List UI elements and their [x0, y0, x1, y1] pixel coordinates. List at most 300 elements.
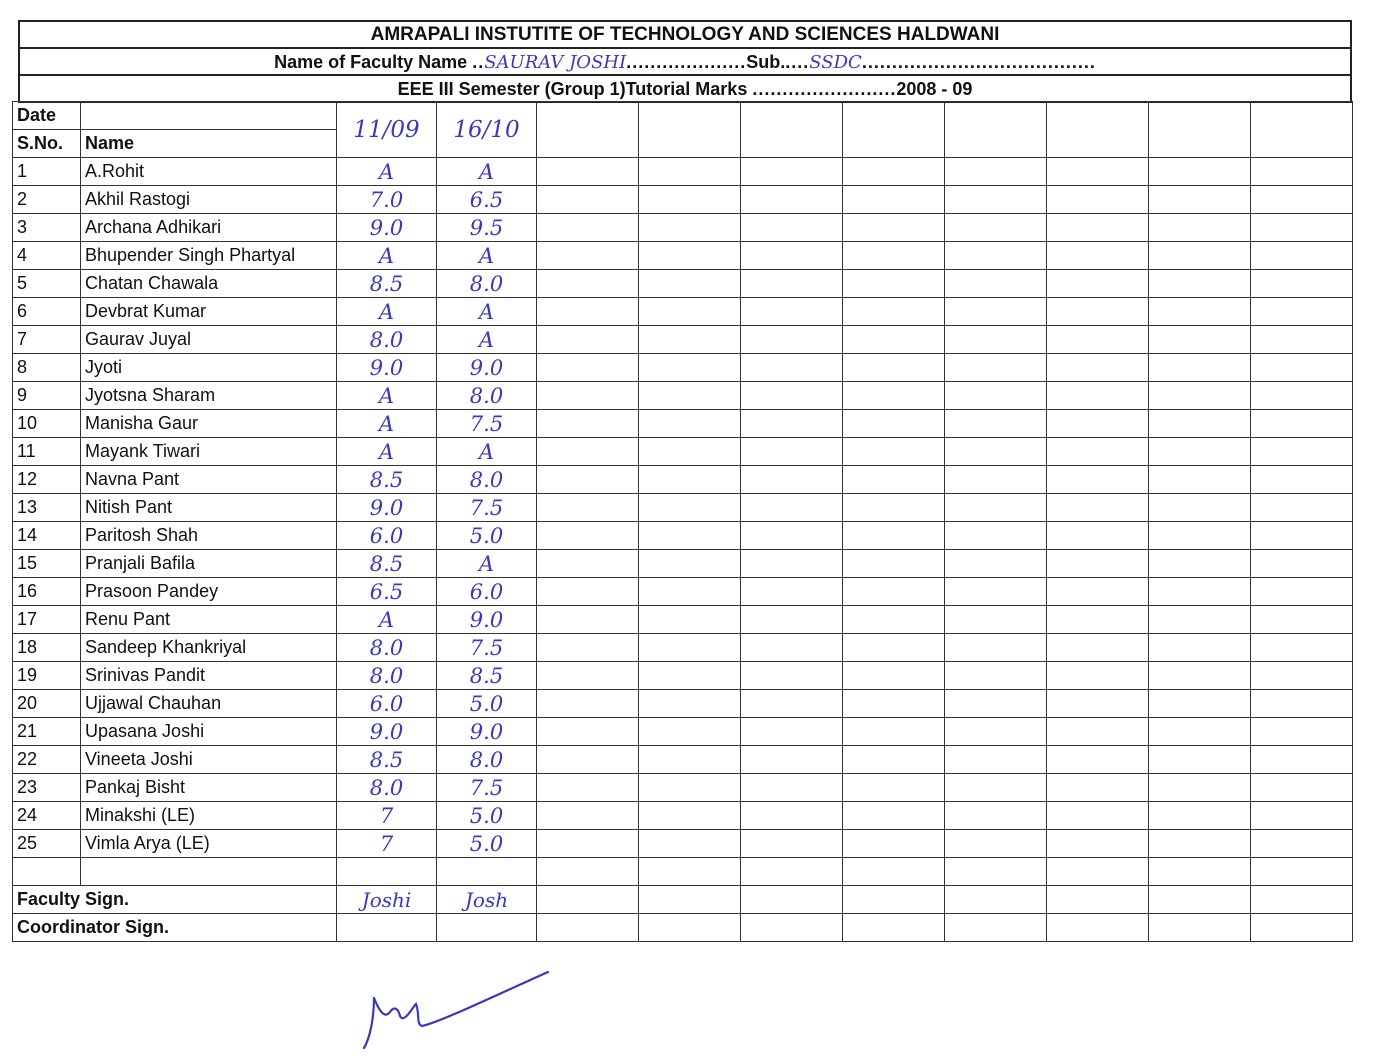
mark-tutorial-2: 6.0 [469, 579, 504, 604]
serial-number: 21 [17, 721, 38, 741]
empty-mark-cell [1149, 494, 1251, 522]
empty-mark-cell [639, 354, 741, 382]
empty-mark-cell [1149, 550, 1251, 578]
empty-mark-cell [741, 382, 843, 410]
empty-mark-cell [1149, 578, 1251, 606]
empty-mark-cell [741, 494, 843, 522]
empty-mark-cell [741, 438, 843, 466]
serial-number: 16 [17, 581, 38, 601]
serial-number: 3 [17, 217, 28, 237]
student-name: Navna Pant [85, 469, 180, 489]
empty-mark-cell [741, 354, 843, 382]
serial-number: 24 [17, 805, 38, 825]
table-row [13, 774, 1353, 802]
empty-mark-cell [1251, 802, 1353, 830]
empty-mark-cell [1251, 606, 1353, 634]
empty-mark-cell [945, 298, 1047, 326]
empty-mark-cell [1149, 410, 1251, 438]
empty-mark-cell [1047, 326, 1149, 354]
mark-tutorial-1: A [378, 607, 395, 632]
empty-mark-cell [945, 634, 1047, 662]
empty-mark-cell [741, 690, 843, 718]
student-name: Vimla Arya (LE) [85, 833, 210, 853]
faculty-signature: Joshi [361, 887, 412, 912]
mark-tutorial-1: A [378, 299, 395, 324]
mark-tutorial-2: 7.5 [469, 775, 504, 800]
empty-mark-cell [537, 662, 639, 690]
student-name: Renu Pant [85, 609, 171, 629]
empty-mark-cell [1251, 158, 1353, 186]
empty-mark-cell [843, 466, 945, 494]
mark-tutorial-1: 6.0 [369, 523, 404, 548]
faculty-signature: Josh [464, 887, 509, 912]
mark-tutorial-2: 8.0 [469, 747, 504, 772]
empty-mark-cell [1251, 466, 1353, 494]
empty-mark-cell [1047, 662, 1149, 690]
empty-mark-cell [945, 326, 1047, 354]
empty-mark-cell [639, 158, 741, 186]
empty-mark-cell [945, 186, 1047, 214]
table-row [13, 382, 1353, 410]
table-row [13, 802, 1353, 830]
student-name: A.Rohit [85, 161, 145, 181]
serial-number: 7 [17, 329, 28, 349]
mark-tutorial-1: 8.0 [369, 663, 404, 688]
empty-mark-cell [945, 830, 1047, 858]
empty-mark-cell [537, 830, 639, 858]
empty-mark-cell [639, 718, 741, 746]
empty-mark-cell [1251, 550, 1353, 578]
empty-mark-cell [1047, 214, 1149, 242]
empty-mark-cell [1149, 662, 1251, 690]
empty-mark-cell [1149, 634, 1251, 662]
empty-mark-cell [945, 466, 1047, 494]
empty-mark-cell [1149, 746, 1251, 774]
empty-mark-cell [741, 802, 843, 830]
empty-mark-cell [741, 830, 843, 858]
empty-mark-cell [1251, 214, 1353, 242]
empty-mark-cell [1251, 494, 1353, 522]
empty-mark-cell [843, 214, 945, 242]
empty-mark-cell [1251, 746, 1353, 774]
mark-tutorial-1: A [378, 439, 395, 464]
empty-mark-cell [843, 410, 945, 438]
empty-mark-cell [537, 270, 639, 298]
student-name: Mayank Tiwari [85, 441, 201, 461]
empty-mark-cell [741, 718, 843, 746]
empty-mark-cell [741, 550, 843, 578]
empty-mark-cell [639, 186, 741, 214]
empty-mark-cell [639, 214, 741, 242]
mark-tutorial-1: 9.0 [369, 719, 404, 744]
empty-mark-cell [1047, 774, 1149, 802]
table-row [13, 494, 1353, 522]
mark-tutorial-1: 8.0 [369, 635, 404, 660]
serial-number: 6 [17, 301, 28, 321]
table-row [13, 298, 1353, 326]
table-row [13, 270, 1353, 298]
mark-tutorial-2: 8.0 [469, 467, 504, 492]
empty-mark-cell [945, 158, 1047, 186]
serial-number: 22 [17, 749, 38, 769]
empty-mark-cell [843, 830, 945, 858]
empty-mark-cell [639, 494, 741, 522]
mark-tutorial-1: 9.0 [369, 355, 404, 380]
empty-mark-cell [537, 158, 639, 186]
empty-mark-cell [843, 186, 945, 214]
empty-mark-cell [1251, 242, 1353, 270]
empty-mark-cell [1047, 382, 1149, 410]
mark-tutorial-2: 7.5 [469, 495, 504, 520]
empty-mark-cell [1047, 718, 1149, 746]
table-row [13, 326, 1353, 354]
empty-mark-cell [741, 410, 843, 438]
serial-number: 14 [17, 525, 38, 545]
session-year: 2008 - 09 [896, 79, 973, 99]
mark-tutorial-2: A [478, 243, 495, 268]
empty-mark-cell [537, 354, 639, 382]
empty-mark-cell [945, 522, 1047, 550]
empty-mark-cell [1251, 774, 1353, 802]
serial-number: 1 [17, 161, 28, 181]
table-row [13, 830, 1353, 858]
empty-mark-cell [1149, 298, 1251, 326]
student-name: Chatan Chawala [85, 273, 219, 293]
empty-mark-cell [1047, 746, 1149, 774]
mark-tutorial-2: 8.0 [469, 271, 504, 296]
empty-mark-cell [639, 662, 741, 690]
empty-mark-cell [1149, 382, 1251, 410]
empty-mark-cell [639, 550, 741, 578]
empty-mark-cell [639, 382, 741, 410]
student-name: Srinivas Pandit [85, 665, 206, 685]
empty-mark-cell [537, 802, 639, 830]
empty-mark-cell [843, 746, 945, 774]
empty-mark-cell [537, 298, 639, 326]
empty-mark-cell [639, 606, 741, 634]
empty-mark-cell [843, 550, 945, 578]
empty-mark-cell [843, 634, 945, 662]
empty-mark-cell [1251, 690, 1353, 718]
table-row [13, 662, 1353, 690]
empty-mark-cell [843, 326, 945, 354]
empty-mark-cell [741, 270, 843, 298]
subject-label: Sub. [746, 52, 786, 72]
serial-number: 5 [17, 273, 28, 293]
empty-mark-cell [1047, 186, 1149, 214]
mark-tutorial-2: A [478, 551, 495, 576]
empty-mark-cell [1149, 774, 1251, 802]
student-name: Jyotsna Sharam [85, 385, 216, 405]
semester-line: EEE III Semester (Group 1)Tutorial Marks ........................2008 - 09 [18, 74, 1352, 103]
empty-mark-cell [1251, 830, 1353, 858]
empty-mark-cell [639, 242, 741, 270]
empty-mark-cell [537, 746, 639, 774]
institute-title: AMRAPALI INSTUTITE OF TECHNOLOGY AND SCIENCES HALDWANI [18, 20, 1352, 49]
empty-mark-cell [639, 298, 741, 326]
empty-mark-cell [537, 410, 639, 438]
empty-mark-cell [537, 186, 639, 214]
tutorial-marks-sheet [12, 20, 1352, 970]
empty-mark-cell [945, 606, 1047, 634]
serial-number: 25 [17, 833, 38, 853]
table-row [13, 186, 1353, 214]
coordinator-sign-row [13, 914, 1353, 942]
empty-mark-cell [843, 718, 945, 746]
empty-mark-cell [1149, 522, 1251, 550]
empty-mark-cell [1047, 466, 1149, 494]
empty-mark-cell [741, 634, 843, 662]
mark-tutorial-1: 8.0 [369, 775, 404, 800]
empty-mark-cell [537, 718, 639, 746]
mark-tutorial-2: 9.0 [469, 719, 504, 744]
student-name: Nitish Pant [85, 497, 173, 517]
empty-mark-cell [1047, 606, 1149, 634]
table-row [13, 466, 1353, 494]
empty-mark-cell [537, 326, 639, 354]
empty-mark-cell [639, 774, 741, 802]
mark-tutorial-2: 8.0 [469, 383, 504, 408]
serial-number: 9 [17, 385, 28, 405]
mark-tutorial-1: A [378, 383, 395, 408]
empty-mark-cell [1149, 690, 1251, 718]
empty-mark-cell [1047, 438, 1149, 466]
empty-mark-cell [945, 550, 1047, 578]
empty-mark-cell [741, 774, 843, 802]
empty-mark-cell [639, 438, 741, 466]
empty-mark-cell [1251, 438, 1353, 466]
table-row [13, 718, 1353, 746]
empty-mark-cell [1251, 298, 1353, 326]
mark-tutorial-1: 7 [379, 803, 394, 828]
empty-mark-cell [1149, 158, 1251, 186]
serial-number: 12 [17, 469, 38, 489]
date-row [13, 102, 1353, 130]
empty-mark-cell [843, 382, 945, 410]
empty-mark-cell [741, 578, 843, 606]
empty-mark-cell [537, 438, 639, 466]
empty-mark-cell [741, 242, 843, 270]
empty-mark-cell [945, 746, 1047, 774]
empty-mark-cell [537, 214, 639, 242]
empty-mark-cell [537, 578, 639, 606]
subject-value: SSDC [809, 52, 862, 73]
student-name: Archana Adhikari [85, 217, 222, 237]
mark-tutorial-2: A [478, 159, 495, 184]
table-row [13, 634, 1353, 662]
student-name: Upasana Joshi [85, 721, 205, 741]
empty-mark-cell [1251, 634, 1353, 662]
empty-mark-cell [1251, 522, 1353, 550]
mark-tutorial-2: 9.0 [469, 607, 504, 632]
table-row [13, 158, 1353, 186]
empty-mark-cell [843, 606, 945, 634]
empty-mark-cell [945, 382, 1047, 410]
empty-mark-cell [741, 298, 843, 326]
empty-mark-cell [945, 718, 1047, 746]
empty-mark-cell [843, 438, 945, 466]
table-row [13, 438, 1353, 466]
coordinator-sign-row-label: Coordinator Sign. [13, 914, 337, 942]
empty-mark-cell [843, 522, 945, 550]
mark-tutorial-1: 8.0 [369, 327, 404, 352]
empty-mark-cell [1047, 830, 1149, 858]
serial-number: 10 [17, 413, 38, 433]
empty-mark-cell [639, 802, 741, 830]
empty-mark-cell [1047, 690, 1149, 718]
serial-number: 11 [17, 441, 36, 461]
empty-mark-cell [1251, 270, 1353, 298]
student-name: Bhupender Singh Phartyal [85, 245, 296, 265]
mark-tutorial-1: A [378, 243, 395, 268]
empty-mark-cell [741, 662, 843, 690]
student-name: Minakshi (LE) [85, 805, 196, 825]
empty-mark-cell [945, 494, 1047, 522]
faculty-line: Name of Faculty Name ..SAURAV JOSHI....................Sub.....SSDC....................................... [18, 47, 1352, 76]
mark-tutorial-1: 9.0 [369, 495, 404, 520]
mark-tutorial-1: 7 [379, 831, 394, 856]
empty-mark-cell [537, 606, 639, 634]
empty-mark-cell [1047, 494, 1149, 522]
faculty-sign-row-label: Faculty Sign. [13, 886, 337, 914]
table-row [13, 242, 1353, 270]
empty-mark-cell [1047, 550, 1149, 578]
empty-mark-cell [945, 774, 1047, 802]
student-name: Jyoti [85, 357, 123, 377]
empty-mark-cell [741, 746, 843, 774]
empty-mark-cell [639, 466, 741, 494]
empty-mark-cell [1047, 522, 1149, 550]
empty-mark-cell [639, 270, 741, 298]
table-row [13, 214, 1353, 242]
mark-tutorial-1: 8.5 [369, 467, 404, 492]
empty-mark-cell [1149, 186, 1251, 214]
empty-mark-cell [1047, 410, 1149, 438]
student-name: Vineeta Joshi [85, 749, 193, 769]
mark-tutorial-2: 9.0 [469, 355, 504, 380]
empty-mark-cell [1251, 718, 1353, 746]
empty-mark-cell [945, 354, 1047, 382]
empty-mark-cell [945, 214, 1047, 242]
empty-mark-cell [741, 522, 843, 550]
student-name: Manisha Gaur [85, 413, 199, 433]
empty-mark-cell [1251, 326, 1353, 354]
empty-mark-cell [537, 774, 639, 802]
serial-number: 20 [17, 693, 38, 713]
empty-mark-cell [639, 326, 741, 354]
empty-mark-cell [843, 774, 945, 802]
empty-mark-cell [537, 242, 639, 270]
date-value: 16/10 [453, 116, 520, 143]
student-name: Pankaj Bisht [85, 777, 186, 797]
empty-mark-cell [639, 746, 741, 774]
mark-tutorial-1: A [378, 159, 395, 184]
mark-tutorial-2: 5.0 [469, 803, 504, 828]
empty-mark-cell [1251, 410, 1353, 438]
empty-mark-cell [639, 410, 741, 438]
empty-mark-cell [945, 802, 1047, 830]
empty-mark-cell [741, 158, 843, 186]
marks-table [12, 101, 1353, 942]
empty-mark-cell [843, 690, 945, 718]
empty-mark-cell [1149, 830, 1251, 858]
table-row [13, 522, 1353, 550]
empty-mark-cell [741, 606, 843, 634]
empty-mark-cell [1251, 354, 1353, 382]
empty-mark-cell [537, 550, 639, 578]
mark-tutorial-1: 9.0 [369, 215, 404, 240]
mark-tutorial-1: 8.5 [369, 271, 404, 296]
empty-mark-cell [945, 242, 1047, 270]
empty-mark-cell [537, 466, 639, 494]
date-label: Date [13, 102, 81, 130]
mark-tutorial-2: 5.0 [469, 831, 504, 856]
mark-tutorial-2: 9.5 [469, 215, 504, 240]
empty-mark-cell [537, 494, 639, 522]
student-name: Akhil Rastogi [85, 189, 191, 209]
empty-mark-cell [537, 522, 639, 550]
serial-number: 17 [17, 609, 38, 629]
empty-mark-cell [1149, 214, 1251, 242]
mark-tutorial-1: A [378, 411, 395, 436]
faculty-sign-row [13, 886, 1353, 914]
mark-tutorial-2: 7.5 [469, 635, 504, 660]
empty-mark-cell [843, 354, 945, 382]
empty-mark-cell [945, 690, 1047, 718]
empty-mark-cell [945, 270, 1047, 298]
faculty-name-value: SAURAV JOSHI [484, 52, 627, 73]
table-row [13, 690, 1353, 718]
empty-mark-cell [1149, 802, 1251, 830]
empty-mark-cell [639, 634, 741, 662]
mark-tutorial-1: 7.0 [369, 187, 404, 212]
empty-mark-cell [537, 634, 639, 662]
student-name: Gaurav Juyal [85, 329, 192, 349]
serial-number: 23 [17, 777, 38, 797]
empty-mark-cell [1149, 466, 1251, 494]
mark-tutorial-1: 6.5 [369, 579, 404, 604]
empty-mark-cell [639, 578, 741, 606]
table-row [13, 606, 1353, 634]
empty-mark-cell [843, 298, 945, 326]
empty-mark-cell [1149, 242, 1251, 270]
table-row [13, 746, 1353, 774]
empty-mark-cell [1149, 438, 1251, 466]
empty-mark-cell [1149, 326, 1251, 354]
empty-mark-cell [945, 410, 1047, 438]
empty-mark-cell [843, 802, 945, 830]
empty-mark-cell [1047, 354, 1149, 382]
faculty-label: Name of Faculty Name [274, 52, 468, 72]
empty-mark-cell [537, 382, 639, 410]
table-row [13, 410, 1353, 438]
mark-tutorial-1: 8.5 [369, 747, 404, 772]
mark-tutorial-1: 8.5 [369, 551, 404, 576]
empty-mark-cell [1047, 298, 1149, 326]
table-row [13, 354, 1353, 382]
name-header: Name [81, 130, 337, 158]
table-row [13, 578, 1353, 606]
empty-mark-cell [1047, 158, 1149, 186]
serial-number: 2 [17, 189, 28, 209]
empty-mark-cell [1251, 382, 1353, 410]
empty-mark-cell [843, 158, 945, 186]
empty-mark-cell [741, 214, 843, 242]
date-cell-2 [437, 102, 537, 158]
sheet-title: EEE III Semester (Group 1)Tutorial Marks [397, 79, 748, 99]
serial-number: 19 [17, 665, 38, 685]
date-value: 11/09 [353, 116, 420, 143]
